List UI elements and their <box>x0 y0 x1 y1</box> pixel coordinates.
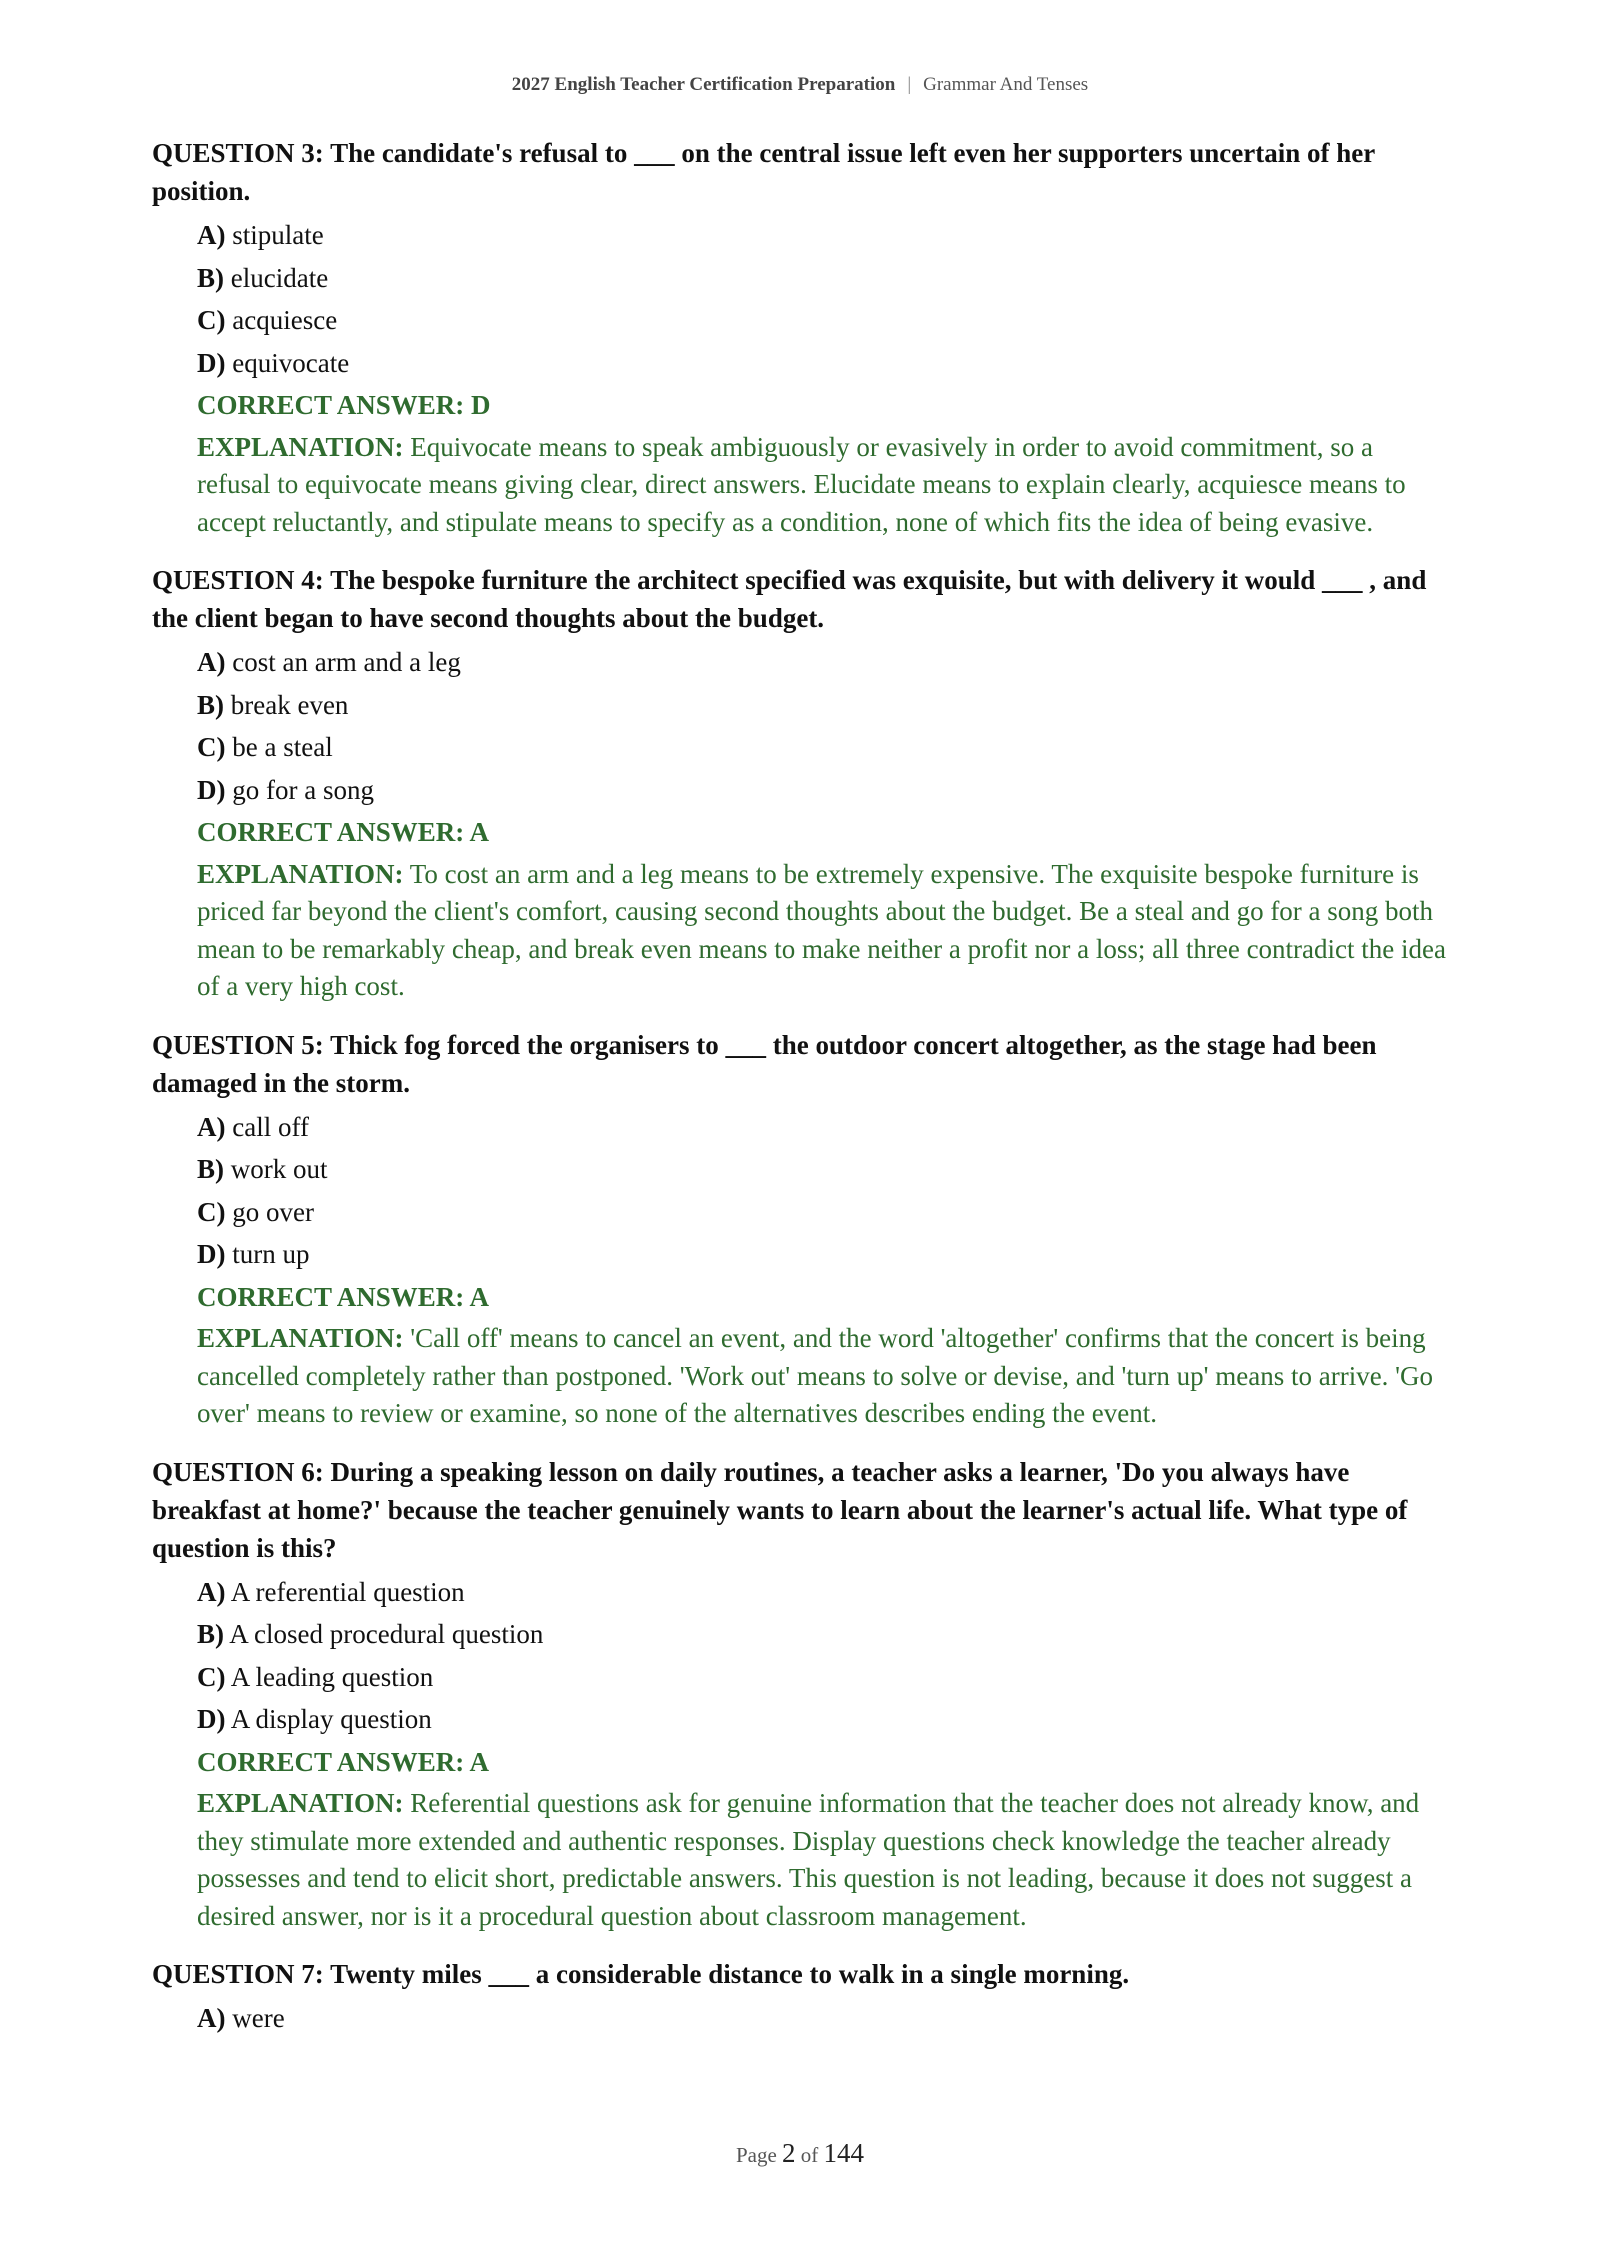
explanation <box>152 856 1452 1006</box>
question-stem: The candidate's refusal to ___ on the central issue left even her supporters uncertain of her position. <box>152 138 1375 206</box>
option-text: A referential question <box>230 1576 465 1607</box>
explanation-text: To cost an arm and a leg means to be extremely expensive. The exquisite bespoke furniture is priced far beyond the client's comfort, causing second thoughts about the budget. Be a steal and go for a song both mean to be remarkably cheap, and break even means to make neither a profit nor a loss; all three contradict the idea of a very high cost. <box>197 858 1446 1001</box>
option-letter: A) <box>197 1111 226 1142</box>
question-text <box>152 1955 1452 1993</box>
option-d <box>152 342 1452 385</box>
document-title: 2027 English Teacher Certification Preparation <box>511 74 896 95</box>
option-letter: D) <box>197 1704 226 1734</box>
option-text: A closed procedural question <box>229 1619 544 1649</box>
question-text <box>152 1453 1452 1567</box>
question-block <box>152 1453 1452 1936</box>
page-footer <box>0 2138 1600 2169</box>
option-b <box>152 1148 1452 1191</box>
option-letter: C) <box>197 732 226 762</box>
section-title: Grammar And Tenses <box>923 74 1089 95</box>
option-text: go for a song <box>232 774 374 805</box>
explanation <box>152 1785 1452 1935</box>
option-text: cost an arm and a leg <box>232 647 461 677</box>
option-text: be a steal <box>232 732 333 762</box>
option-letter: A) <box>197 1576 226 1607</box>
option-text: break even <box>230 689 349 720</box>
option-letter: B) <box>197 262 224 293</box>
option-letter: C) <box>197 1661 226 1692</box>
correct-answer: CORRECT ANSWER: A <box>197 817 490 847</box>
question-stem: Thick fog forced the organisers to ___ the outdoor concert altogether, as the stage had been damaged in the storm. <box>152 1029 1377 1098</box>
option-b <box>152 684 1452 727</box>
question-label: QUESTION 6: <box>152 1456 324 1487</box>
option-letter: D) <box>197 1239 226 1269</box>
option-c <box>152 299 1452 342</box>
explanation-label: EXPLANATION: <box>197 1788 404 1818</box>
header-separator: | <box>907 74 912 95</box>
option-text: acquiesce <box>232 305 338 335</box>
correct-answer: CORRECT ANSWER: D <box>197 390 491 420</box>
question-block <box>152 1955 1452 2040</box>
option-b <box>152 1613 1452 1656</box>
question-block <box>152 561 1452 1006</box>
option-text: stipulate <box>232 220 324 250</box>
option-letter: A) <box>197 220 226 250</box>
page-word: Page <box>735 2143 777 2167</box>
question-stem: Twenty miles ___ a considerable distance to walk in a single morning. <box>330 1959 1130 1989</box>
option-letter: C) <box>197 1196 226 1227</box>
running-header <box>0 74 1600 96</box>
correct-answer: CORRECT ANSWER: A <box>197 1746 490 1777</box>
option-text: A leading question <box>230 1661 434 1692</box>
option-a <box>152 214 1452 257</box>
question-block <box>152 1026 1452 1433</box>
question-label: QUESTION 3: <box>152 138 324 168</box>
option-a <box>152 1571 1452 1614</box>
option-text: work out <box>230 1154 328 1184</box>
question-text <box>152 561 1452 637</box>
option-b <box>152 257 1452 300</box>
option-text: turn up <box>232 1239 310 1269</box>
total-pages: 144 <box>823 2138 865 2168</box>
option-text: equivocate <box>232 347 350 378</box>
option-text: call off <box>232 1111 309 1142</box>
explanation-label: EXPLANATION: <box>197 1323 404 1353</box>
question-label: QUESTION 5: <box>152 1029 324 1060</box>
option-c <box>152 726 1452 769</box>
option-letter: D) <box>197 347 226 378</box>
option-text: were <box>232 2003 285 2033</box>
option-text: A display question <box>230 1704 432 1734</box>
explanation-text: Equivocate means to speak ambiguously or evasively in order to avoid commitment, so a refusal to equivocate means giving clear, direct answers. Elucidate means to explain clearly, acquiesce means to accept reluctantly, and stipulate means to specify as a condition, none of which fits the idea of being evasive. <box>197 431 1406 537</box>
option-a <box>152 1106 1452 1149</box>
question-stem: During a speaking lesson on daily routines, a teacher asks a learner, 'Do you always have breakfast at home?' because the teacher genuinely wants to learn about the learner's actual life. What type of question is this? <box>152 1456 1408 1563</box>
explanation <box>152 429 1452 542</box>
option-letter: B) <box>197 1154 224 1184</box>
explanation-label: EXPLANATION: <box>197 858 404 889</box>
explanation-text: 'Call off' means to cancel an event, and the word 'altogether' confirms that the concert is being cancelled completely rather than postponed. 'Work out' means to solve or devise, and 'turn up' means to arrive. 'Go over' means to review or examine, so none of the alternatives describes ending the event. <box>197 1323 1434 1428</box>
question-label: QUESTION 4: <box>152 565 324 595</box>
option-d <box>152 1698 1452 1741</box>
option-d <box>152 769 1452 812</box>
option-c <box>152 1191 1452 1234</box>
option-letter: B) <box>197 1619 224 1649</box>
explanation-label: EXPLANATION: <box>197 431 404 462</box>
question-label: QUESTION 7: <box>152 1959 324 1989</box>
option-text: elucidate <box>230 262 329 293</box>
explanation <box>152 1320 1452 1433</box>
explanation-text: Referential questions ask for genuine information that the teacher does not already know, and they stimulate more extended and authentic responses. Display questions check knowledge the teacher already possesses and tend to elicit short, predictable answers. This question is not leading, because it does not suggest a desired answer, nor is it a procedural question about classroom management. <box>197 1788 1420 1931</box>
option-letter: D) <box>197 774 226 805</box>
correct-answer: CORRECT ANSWER: A <box>197 1281 490 1312</box>
option-letter: B) <box>197 689 224 720</box>
question-block <box>152 134 1452 541</box>
question-stem: The bespoke furniture the architect specified was exquisite, but with delivery it would ___ , and the client began to have second thoughts about the budget. <box>152 565 1427 633</box>
option-c <box>152 1656 1452 1699</box>
option-letter: A) <box>197 647 226 677</box>
option-letter: C) <box>197 305 226 335</box>
question-text <box>152 1026 1452 1102</box>
option-a <box>152 641 1452 684</box>
of-word: of <box>800 2143 819 2167</box>
question-text <box>152 134 1452 210</box>
option-d <box>152 1233 1452 1276</box>
option-a <box>152 1997 1452 2040</box>
page-content <box>152 134 1452 2060</box>
current-page-number: 2 <box>782 2138 796 2168</box>
option-text: go over <box>232 1196 314 1227</box>
option-letter: A) <box>197 2003 226 2033</box>
